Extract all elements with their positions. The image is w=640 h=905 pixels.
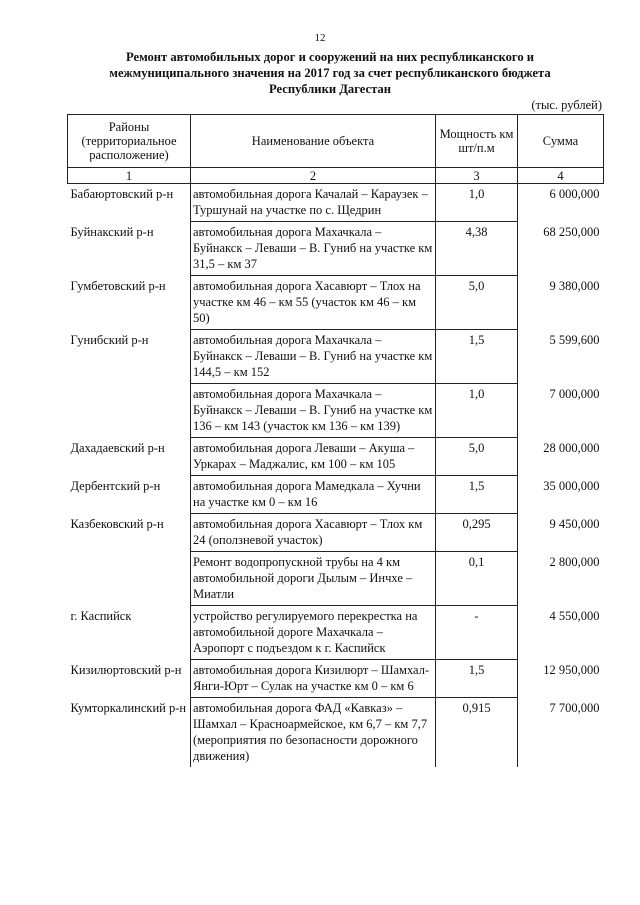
district-cell: г. Каспийск (70, 608, 132, 623)
capacity-cell: 5,0 (436, 438, 518, 476)
header-object: Наименование объекта (191, 115, 436, 168)
table-row (68, 438, 604, 476)
district-cell: Кумторкалинский р-н (70, 700, 187, 715)
sum-cell: 12 950,000 (543, 662, 600, 677)
capacity-cell: 0,1 (436, 552, 518, 606)
page-number: 12 (314, 32, 326, 44)
sum-cell: 6 000,000 (549, 187, 600, 201)
title-line: Республики Дагестан (269, 82, 391, 96)
district-cell: Дербентский р-н (70, 478, 161, 493)
table-row (68, 384, 604, 438)
district-cell (68, 552, 191, 606)
header-district: Районы (территориальное расположение) (68, 115, 191, 168)
object-cell: автомобильная дорога Махачкала – Буйнакск – Леваши – В. Гуниб на участке км 136 – км 143 (участок км 136 – км 139) (191, 384, 436, 438)
capacity-cell: 1,5 (436, 476, 518, 514)
object-cell: Ремонт водопропускной трубы на 4 км автомобильной дороги Дылым – Инчхе – Миатли (191, 552, 436, 606)
object-cell: автомобильная дорога ФАД «Кавказ» – Шамхал – Красноармейское, км 6,7 – км 7,7 (мероприятия по безопасности дорожного движения) (191, 698, 436, 768)
capacity-cell: 1,0 (436, 184, 518, 222)
table-row (68, 660, 604, 698)
column-number-row (68, 168, 604, 184)
table-row (68, 514, 604, 552)
table-row (68, 606, 604, 660)
document-title (60, 49, 600, 97)
sum-cell: 68 250,000 (543, 224, 600, 239)
district-cell: Кизилюртовский р-н (70, 662, 182, 677)
table-row (68, 476, 604, 514)
header-sum: Сумма (518, 115, 604, 168)
object-cell: автомобильная дорога Качалай – Караузек – Туршунай на участке по с. Щедрин (191, 184, 436, 222)
object-cell: автомобильная дорога Кизилюрт – Шамхал-Янги-Юрт – Сулак на участке км 0 – км 6 (191, 660, 436, 698)
table-row (68, 698, 604, 768)
table-row (68, 552, 604, 606)
sum-cell: 28 000,000 (543, 440, 600, 455)
header-row (68, 115, 604, 168)
sum-cell: 9 450,000 (549, 516, 600, 531)
object-cell: автомобильная дорога Леваши – Акуша – Уркарах – Маджалис, км 100 – км 105 (191, 438, 436, 476)
table-row (68, 222, 604, 276)
capacity-cell: - (436, 606, 518, 660)
capacity-cell: 1,5 (436, 660, 518, 698)
object-cell: автомобильная дорога Хасавюрт – Тлох км 24 (оползневой участок) (191, 514, 436, 552)
sum-cell: 5 599,600 (549, 332, 600, 347)
table-row (68, 276, 604, 330)
district-cell: Гунибский р-н (70, 332, 149, 347)
capacity-cell: 0,295 (436, 514, 518, 552)
district-cell: Дахадаевский р-н (70, 440, 165, 455)
object-cell: автомобильная дорога Хасавюрт – Тлох на участке км 46 – км 55 (участок км 46 – км 50) (191, 276, 436, 330)
column-number: 3 (436, 168, 518, 184)
column-number: 4 (518, 168, 604, 184)
sum-cell: 2 800,000 (549, 554, 600, 569)
column-number: 1 (68, 168, 191, 184)
road-repair-table (67, 114, 604, 767)
sum-cell: 35 000,000 (543, 478, 600, 493)
object-cell: автомобильная дорога Махачкала – Буйнакск – Леваши – В. Гуниб на участке км 31,5 – км 37 (191, 222, 436, 276)
district-cell: Бабаюртовский р-н (70, 187, 174, 201)
district-cell (68, 384, 191, 438)
table-row (68, 330, 604, 384)
district-cell: Буйнакский р-н (70, 224, 154, 239)
table-row (68, 184, 604, 222)
title-line: межмуниципального значения на 2017 год за счет республиканского бюджета (109, 66, 551, 80)
header-capacity: Мощность км шт/п.м (436, 115, 518, 168)
object-cell: автомобильная дорога Мамедкала – Хучни на участке км 0 – км 16 (191, 476, 436, 514)
sum-cell: 4 550,000 (549, 608, 600, 623)
object-cell: автомобильная дорога Махачкала – Буйнакск – Леваши – В. Гуниб на участке км 144,5 – км 152 (191, 330, 436, 384)
district-cell: Казбековский р-н (70, 516, 164, 531)
sum-cell: 9 380,000 (549, 278, 600, 293)
sum-cell: 7 000,000 (549, 386, 600, 401)
object-cell: устройство регулируемого перекрестка на автомобильной дороге Махачкала – Аэропорт с подъездом к г. Каспийск (191, 606, 436, 660)
capacity-cell: 4,38 (436, 222, 518, 276)
title-line: Ремонт автомобильных дорог и сооружений на них республиканского и (125, 50, 535, 64)
capacity-cell: 0,915 (436, 698, 518, 768)
column-number: 2 (191, 168, 436, 184)
capacity-cell: 1,5 (436, 330, 518, 384)
district-cell: Гумбетовский р-н (70, 278, 166, 293)
capacity-cell: 1,0 (436, 384, 518, 438)
sum-cell: 7 700,000 (549, 700, 600, 715)
units-label: (тыс. рублей) (531, 98, 602, 112)
capacity-cell: 5,0 (436, 276, 518, 330)
